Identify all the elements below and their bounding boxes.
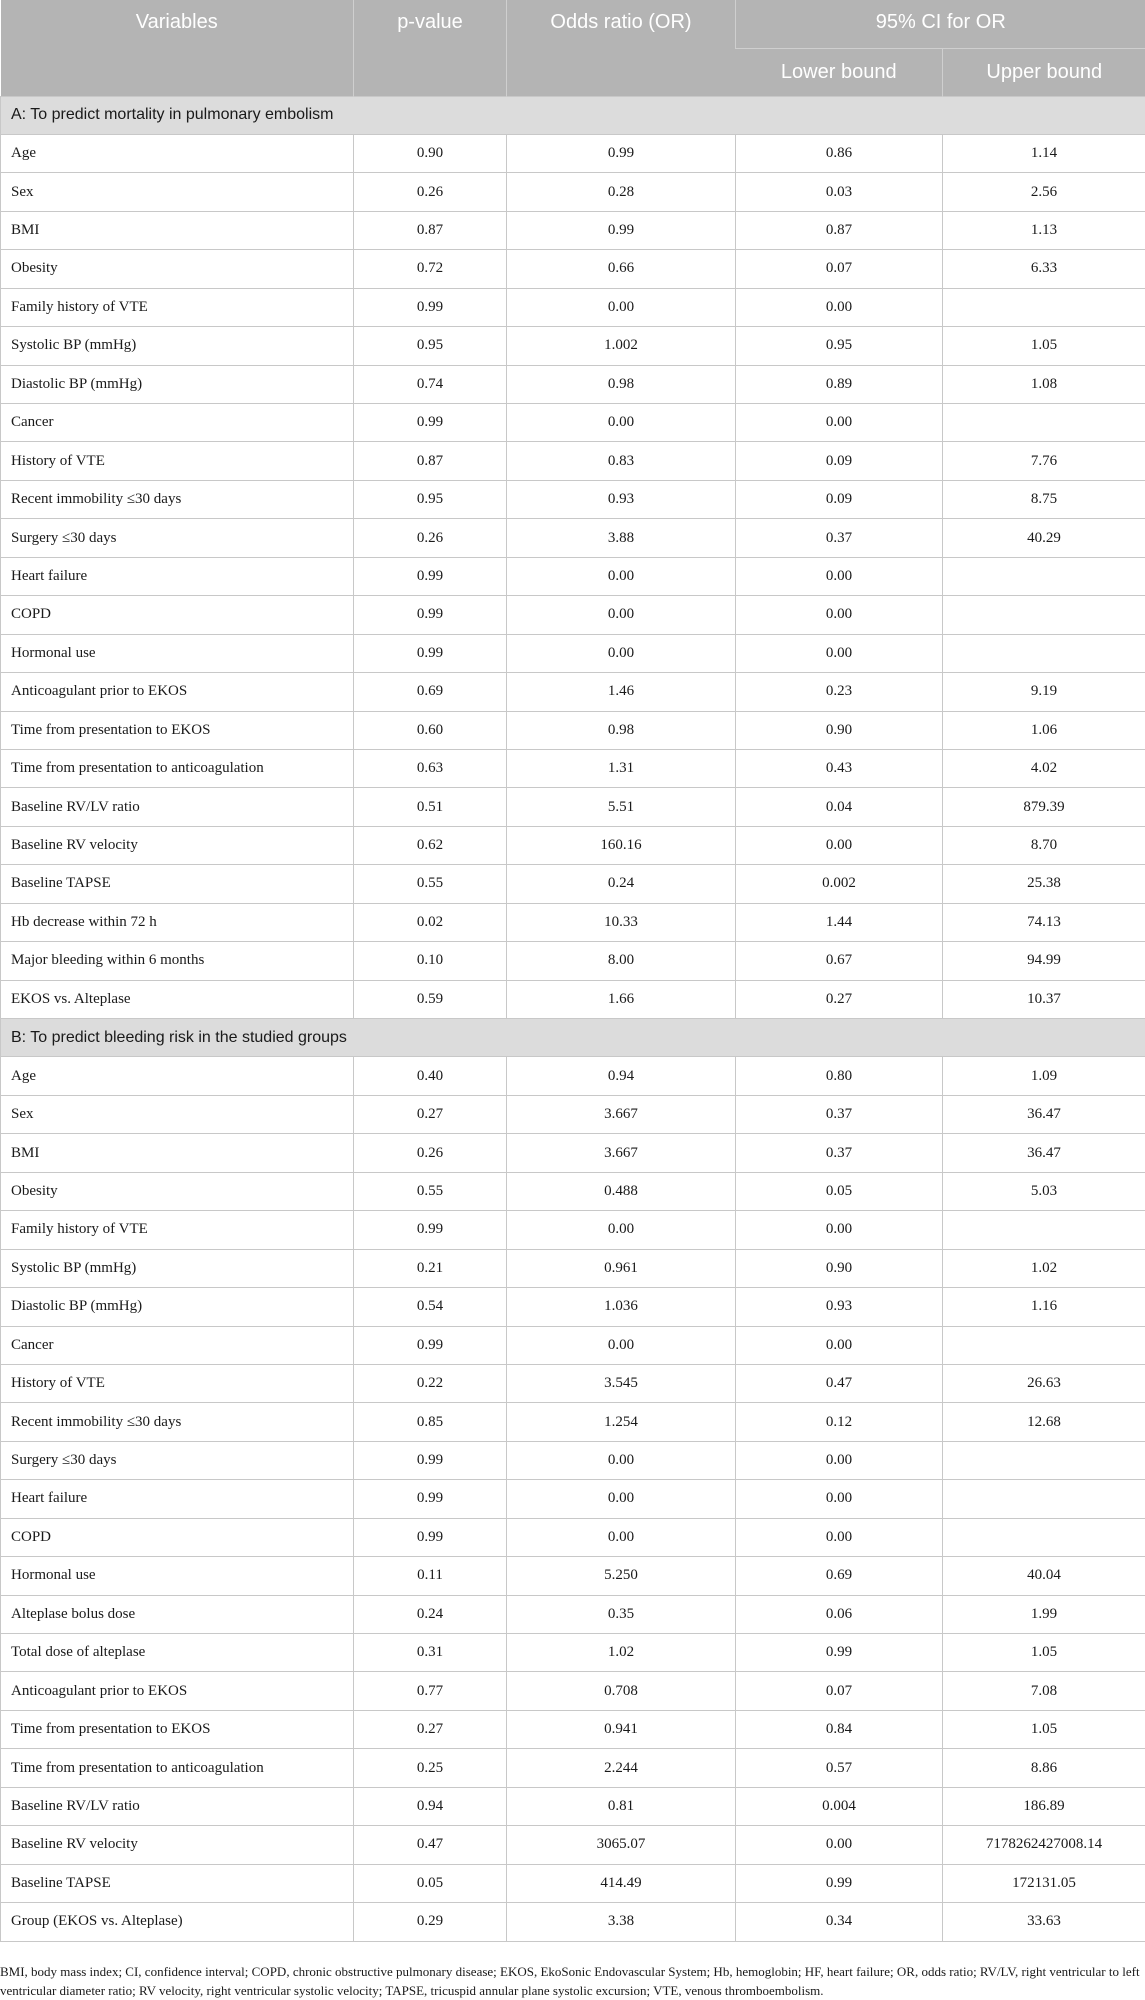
cell-variable: Systolic BP (mmHg) [1,327,354,365]
cell-upper-bound: 26.63 [943,1364,1145,1402]
cell-odds-ratio: 0.98 [507,711,736,749]
cell-upper-bound: 1.02 [943,1249,1145,1287]
section-title: B: To predict bleeding risk in the studied groups [1,1019,1145,1057]
cell-odds-ratio: 1.002 [507,327,736,365]
cell-variable: Obesity [1,1172,354,1210]
cell-lower-bound: 0.80 [736,1057,943,1095]
cell-pvalue: 0.47 [354,1826,507,1864]
cell-upper-bound: 7178262427008.14 [943,1826,1145,1864]
cell-variable: Surgery ≤30 days [1,1441,354,1479]
cell-upper-bound: 9.19 [943,673,1145,711]
cell-variable: Cancer [1,1326,354,1364]
cell-lower-bound: 0.90 [736,711,943,749]
cell-odds-ratio: 1.46 [507,673,736,711]
cell-upper-bound: 10.37 [943,980,1145,1018]
cell-upper-bound: 186.89 [943,1787,1145,1825]
cell-variable: Hb decrease within 72 h [1,903,354,941]
cell-variable: Recent immobility ≤30 days [1,1403,354,1441]
cell-lower-bound: 0.37 [736,1134,943,1172]
cell-variable: Sex [1,173,354,211]
table-row [1,1326,1145,1364]
table-row [1,1057,1145,1095]
header-upper-bound: Upper bound [943,48,1145,96]
cell-lower-bound: 0.95 [736,327,943,365]
cell-variable: Time from presentation to EKOS [1,711,354,749]
cell-variable: Sex [1,1095,354,1133]
table-row [1,134,1145,172]
cell-pvalue: 0.99 [354,557,507,595]
cell-variable: Age [1,1057,354,1095]
cell-pvalue: 0.10 [354,942,507,980]
header-odds-ratio: Odds ratio (OR) [507,0,736,96]
cell-pvalue: 0.62 [354,826,507,864]
cell-lower-bound: 0.00 [736,1211,943,1249]
table-row [1,711,1145,749]
cell-variable: Hormonal use [1,1557,354,1595]
cell-pvalue: 0.26 [354,1134,507,1172]
cell-lower-bound: 0.00 [736,1826,943,1864]
cell-lower-bound: 0.23 [736,673,943,711]
table-row [1,634,1145,672]
cell-upper-bound [943,404,1145,442]
cell-odds-ratio: 0.83 [507,442,736,480]
cell-lower-bound: 0.00 [736,404,943,442]
table-row [1,1134,1145,1172]
cell-lower-bound: 0.57 [736,1749,943,1787]
cell-odds-ratio: 10.33 [507,903,736,941]
cell-upper-bound: 40.29 [943,519,1145,557]
table-row [1,980,1145,1018]
cell-pvalue: 0.74 [354,365,507,403]
cell-pvalue: 0.87 [354,211,507,249]
cell-odds-ratio: 414.49 [507,1864,736,1902]
cell-pvalue: 0.22 [354,1364,507,1402]
table-row [1,1441,1145,1479]
cell-pvalue: 0.99 [354,1211,507,1249]
cell-odds-ratio: 1.254 [507,1403,736,1441]
cell-lower-bound: 0.93 [736,1288,943,1326]
table-row [1,1749,1145,1787]
cell-odds-ratio: 0.28 [507,173,736,211]
cell-pvalue: 0.27 [354,1710,507,1748]
table-row [1,1595,1145,1633]
cell-odds-ratio: 0.00 [507,1326,736,1364]
cell-odds-ratio: 0.488 [507,1172,736,1210]
cell-upper-bound: 172131.05 [943,1864,1145,1902]
cell-upper-bound: 1.09 [943,1057,1145,1095]
cell-lower-bound: 0.04 [736,788,943,826]
cell-variable: Baseline RV velocity [1,826,354,864]
cell-upper-bound: 5.03 [943,1172,1145,1210]
cell-lower-bound: 0.99 [736,1864,943,1902]
cell-pvalue: 0.77 [354,1672,507,1710]
cell-pvalue: 0.99 [354,634,507,672]
table-row [1,288,1145,326]
cell-lower-bound: 0.43 [736,749,943,787]
cell-pvalue: 0.99 [354,1326,507,1364]
table-row [1,1903,1145,1941]
cell-upper-bound: 40.04 [943,1557,1145,1595]
cell-odds-ratio: 2.244 [507,1749,736,1787]
cell-variable: Recent immobility ≤30 days [1,480,354,518]
cell-odds-ratio: 8.00 [507,942,736,980]
cell-odds-ratio: 0.24 [507,865,736,903]
cell-pvalue: 0.26 [354,173,507,211]
cell-pvalue: 0.60 [354,711,507,749]
cell-upper-bound: 4.02 [943,749,1145,787]
section-header-row [1,96,1145,134]
cell-odds-ratio: 0.00 [507,1518,736,1556]
cell-odds-ratio: 1.036 [507,1288,736,1326]
cell-upper-bound: 33.63 [943,1903,1145,1941]
table-footnote: BMI, body mass index; CI, confidence interval; COPD, chronic obstructive pulmonary disease; EKOS, EkoSonic Endovascular System; Hb, hemoglobin; HF, heart failure; OR, odds ratio; RV/LV, right ventricular to left ventricular diameter ratio; RV velocity, right ventricular systolic velocity; TAPSE, tricuspid annular plane systolic excursion; VTE, venous thromboembolism. [0,1962,1145,2000]
cell-variable: Time from presentation to anticoagulation [1,1749,354,1787]
cell-upper-bound: 1.99 [943,1595,1145,1633]
cell-lower-bound: 0.09 [736,480,943,518]
cell-lower-bound: 0.06 [736,1595,943,1633]
cell-pvalue: 0.63 [354,749,507,787]
cell-odds-ratio: 3.667 [507,1134,736,1172]
cell-upper-bound: 8.70 [943,826,1145,864]
cell-pvalue: 0.51 [354,788,507,826]
cell-upper-bound [943,1326,1145,1364]
cell-lower-bound: 0.00 [736,596,943,634]
cell-lower-bound: 0.00 [736,288,943,326]
cell-odds-ratio: 0.81 [507,1787,736,1825]
cell-upper-bound: 1.05 [943,1710,1145,1748]
cell-variable: EKOS vs. Alteplase [1,980,354,1018]
table-row [1,211,1145,249]
cell-pvalue: 0.29 [354,1903,507,1941]
cell-upper-bound: 1.14 [943,134,1145,172]
table-row [1,1288,1145,1326]
header-lower-bound: Lower bound [736,48,943,96]
table-row [1,1403,1145,1441]
cell-upper-bound [943,1441,1145,1479]
cell-upper-bound: 94.99 [943,942,1145,980]
cell-upper-bound: 1.08 [943,365,1145,403]
cell-lower-bound: 0.002 [736,865,943,903]
cell-pvalue: 0.24 [354,1595,507,1633]
table-row [1,404,1145,442]
cell-variable: Surgery ≤30 days [1,519,354,557]
cell-variable: Family history of VTE [1,288,354,326]
cell-variable: COPD [1,596,354,634]
section-header-row [1,1019,1145,1057]
cell-pvalue: 0.94 [354,1787,507,1825]
cell-variable: Heart failure [1,1480,354,1518]
cell-upper-bound: 74.13 [943,903,1145,941]
cell-variable: Cancer [1,404,354,442]
table-row [1,673,1145,711]
cell-lower-bound: 1.44 [736,903,943,941]
cell-lower-bound: 0.99 [736,1634,943,1672]
cell-odds-ratio: 3065.07 [507,1826,736,1864]
header-variables: Variables [1,0,354,96]
section-title: A: To predict mortality in pulmonary embolism [1,96,1145,134]
cell-variable: Age [1,134,354,172]
cell-pvalue: 0.59 [354,980,507,1018]
cell-pvalue: 0.99 [354,1480,507,1518]
table-row [1,1864,1145,1902]
cell-odds-ratio: 5.250 [507,1557,736,1595]
table-row [1,1710,1145,1748]
table-row [1,1826,1145,1864]
cell-odds-ratio: 0.00 [507,404,736,442]
table-row [1,1211,1145,1249]
cell-lower-bound: 0.03 [736,173,943,211]
cell-pvalue: 0.85 [354,1403,507,1441]
cell-lower-bound: 0.12 [736,1403,943,1441]
cell-upper-bound: 6.33 [943,250,1145,288]
cell-variable: Group (EKOS vs. Alteplase) [1,1903,354,1941]
cell-lower-bound: 0.90 [736,1249,943,1287]
cell-variable: Baseline RV/LV ratio [1,788,354,826]
cell-pvalue: 0.31 [354,1634,507,1672]
cell-lower-bound: 0.37 [736,1095,943,1133]
cell-pvalue: 0.72 [354,250,507,288]
cell-odds-ratio: 1.02 [507,1634,736,1672]
cell-variable: History of VTE [1,442,354,480]
table-row [1,942,1145,980]
cell-upper-bound: 7.76 [943,442,1145,480]
cell-variable: Heart failure [1,557,354,595]
table-row [1,1095,1145,1133]
cell-variable: Anticoagulant prior to EKOS [1,1672,354,1710]
table-row [1,365,1145,403]
cell-upper-bound: 36.47 [943,1134,1145,1172]
cell-upper-bound [943,288,1145,326]
cell-variable: Baseline TAPSE [1,1864,354,1902]
cell-pvalue: 0.55 [354,865,507,903]
cell-upper-bound: 12.68 [943,1403,1145,1441]
cell-lower-bound: 0.00 [736,826,943,864]
cell-upper-bound: 7.08 [943,1672,1145,1710]
cell-variable: BMI [1,1134,354,1172]
cell-variable: Baseline RV/LV ratio [1,1787,354,1825]
cell-upper-bound [943,557,1145,595]
table-row [1,557,1145,595]
cell-variable: Diastolic BP (mmHg) [1,365,354,403]
cell-lower-bound: 0.07 [736,1672,943,1710]
cell-lower-bound: 0.004 [736,1787,943,1825]
cell-pvalue: 0.40 [354,1057,507,1095]
cell-variable: COPD [1,1518,354,1556]
table-row [1,1249,1145,1287]
cell-pvalue: 0.27 [354,1095,507,1133]
cell-odds-ratio: 0.99 [507,211,736,249]
cell-upper-bound [943,596,1145,634]
table-row [1,442,1145,480]
cell-lower-bound: 0.86 [736,134,943,172]
cell-odds-ratio: 0.00 [507,288,736,326]
cell-pvalue: 0.02 [354,903,507,941]
cell-odds-ratio: 0.99 [507,134,736,172]
table-row [1,480,1145,518]
cell-lower-bound: 0.27 [736,980,943,1018]
cell-odds-ratio: 1.31 [507,749,736,787]
cell-lower-bound: 0.00 [736,1441,943,1479]
cell-lower-bound: 0.05 [736,1172,943,1210]
cell-odds-ratio: 0.00 [507,634,736,672]
header-ci: 95% CI for OR [736,0,1145,48]
cell-pvalue: 0.69 [354,673,507,711]
table-row [1,173,1145,211]
cell-odds-ratio: 0.66 [507,250,736,288]
cell-pvalue: 0.55 [354,1172,507,1210]
cell-lower-bound: 0.67 [736,942,943,980]
cell-variable: Diastolic BP (mmHg) [1,1288,354,1326]
cell-lower-bound: 0.69 [736,1557,943,1595]
cell-odds-ratio: 3.667 [507,1095,736,1133]
cell-variable: Anticoagulant prior to EKOS [1,673,354,711]
cell-lower-bound: 0.47 [736,1364,943,1402]
table-row [1,596,1145,634]
cell-variable: Baseline RV velocity [1,1826,354,1864]
table-row [1,749,1145,787]
cell-odds-ratio: 0.35 [507,1595,736,1633]
cell-odds-ratio: 3.38 [507,1903,736,1941]
header-pvalue: p-value [354,0,507,96]
cell-pvalue: 0.99 [354,288,507,326]
cell-pvalue: 0.95 [354,327,507,365]
cell-upper-bound: 1.13 [943,211,1145,249]
cell-odds-ratio: 0.93 [507,480,736,518]
cell-lower-bound: 0.34 [736,1903,943,1941]
cell-lower-bound: 0.87 [736,211,943,249]
table-row [1,865,1145,903]
cell-odds-ratio: 5.51 [507,788,736,826]
cell-pvalue: 0.99 [354,1518,507,1556]
cell-variable: Obesity [1,250,354,288]
cell-pvalue: 0.05 [354,1864,507,1902]
cell-odds-ratio: 3.88 [507,519,736,557]
cell-pvalue: 0.11 [354,1557,507,1595]
cell-odds-ratio: 0.00 [507,596,736,634]
cell-lower-bound: 0.00 [736,557,943,595]
table-row [1,1480,1145,1518]
cell-odds-ratio: 0.941 [507,1710,736,1748]
cell-odds-ratio: 3.545 [507,1364,736,1402]
cell-upper-bound [943,1480,1145,1518]
cell-variable: Major bleeding within 6 months [1,942,354,980]
cell-variable: Systolic BP (mmHg) [1,1249,354,1287]
cell-pvalue: 0.21 [354,1249,507,1287]
cell-upper-bound: 8.86 [943,1749,1145,1787]
cell-upper-bound: 1.16 [943,1288,1145,1326]
cell-upper-bound: 2.56 [943,173,1145,211]
cell-odds-ratio: 0.94 [507,1057,736,1095]
cell-lower-bound: 0.89 [736,365,943,403]
table-row [1,519,1145,557]
cell-variable: Hormonal use [1,634,354,672]
cell-upper-bound: 879.39 [943,788,1145,826]
cell-pvalue: 0.26 [354,519,507,557]
table-row [1,788,1145,826]
cell-odds-ratio: 0.00 [507,1480,736,1518]
cell-lower-bound: 0.84 [736,1710,943,1748]
cell-upper-bound: 8.75 [943,480,1145,518]
table-row [1,1172,1145,1210]
table-row [1,826,1145,864]
cell-pvalue: 0.54 [354,1288,507,1326]
cell-variable: Baseline TAPSE [1,865,354,903]
cell-pvalue: 0.90 [354,134,507,172]
cell-odds-ratio: 0.00 [507,1441,736,1479]
cell-upper-bound [943,1211,1145,1249]
cell-upper-bound: 1.05 [943,327,1145,365]
cell-lower-bound: 0.00 [736,1326,943,1364]
table-row [1,1787,1145,1825]
table-row [1,903,1145,941]
cell-odds-ratio: 1.66 [507,980,736,1018]
cell-odds-ratio: 160.16 [507,826,736,864]
table-row [1,1557,1145,1595]
table-body [1,96,1145,1941]
cell-lower-bound: 0.00 [736,1518,943,1556]
cell-pvalue: 0.99 [354,404,507,442]
table-row [1,327,1145,365]
cell-pvalue: 0.99 [354,596,507,634]
cell-pvalue: 0.99 [354,1441,507,1479]
cell-upper-bound [943,634,1145,672]
cell-lower-bound: 0.00 [736,1480,943,1518]
cell-upper-bound [943,1518,1145,1556]
table-row [1,1634,1145,1672]
cell-odds-ratio: 0.00 [507,557,736,595]
cell-lower-bound: 0.00 [736,634,943,672]
cell-variable: BMI [1,211,354,249]
cell-lower-bound: 0.09 [736,442,943,480]
cell-upper-bound: 25.38 [943,865,1145,903]
cell-variable: Alteplase bolus dose [1,1595,354,1633]
table-row [1,250,1145,288]
cell-odds-ratio: 0.961 [507,1249,736,1287]
cell-upper-bound: 1.05 [943,1634,1145,1672]
table-header [1,0,1145,96]
cell-upper-bound: 36.47 [943,1095,1145,1133]
cell-odds-ratio: 0.708 [507,1672,736,1710]
cell-pvalue: 0.95 [354,480,507,518]
cell-pvalue: 0.25 [354,1749,507,1787]
cell-pvalue: 0.87 [354,442,507,480]
cell-odds-ratio: 0.98 [507,365,736,403]
cell-upper-bound: 1.06 [943,711,1145,749]
cell-variable: Total dose of alteplase [1,1634,354,1672]
cell-lower-bound: 0.07 [736,250,943,288]
cell-variable: Time from presentation to anticoagulation [1,749,354,787]
table-row [1,1672,1145,1710]
cell-odds-ratio: 0.00 [507,1211,736,1249]
cell-variable: Time from presentation to EKOS [1,1710,354,1748]
cell-variable: Family history of VTE [1,1211,354,1249]
cell-variable: History of VTE [1,1364,354,1402]
table-row [1,1364,1145,1402]
cell-lower-bound: 0.37 [736,519,943,557]
table-row [1,1518,1145,1556]
